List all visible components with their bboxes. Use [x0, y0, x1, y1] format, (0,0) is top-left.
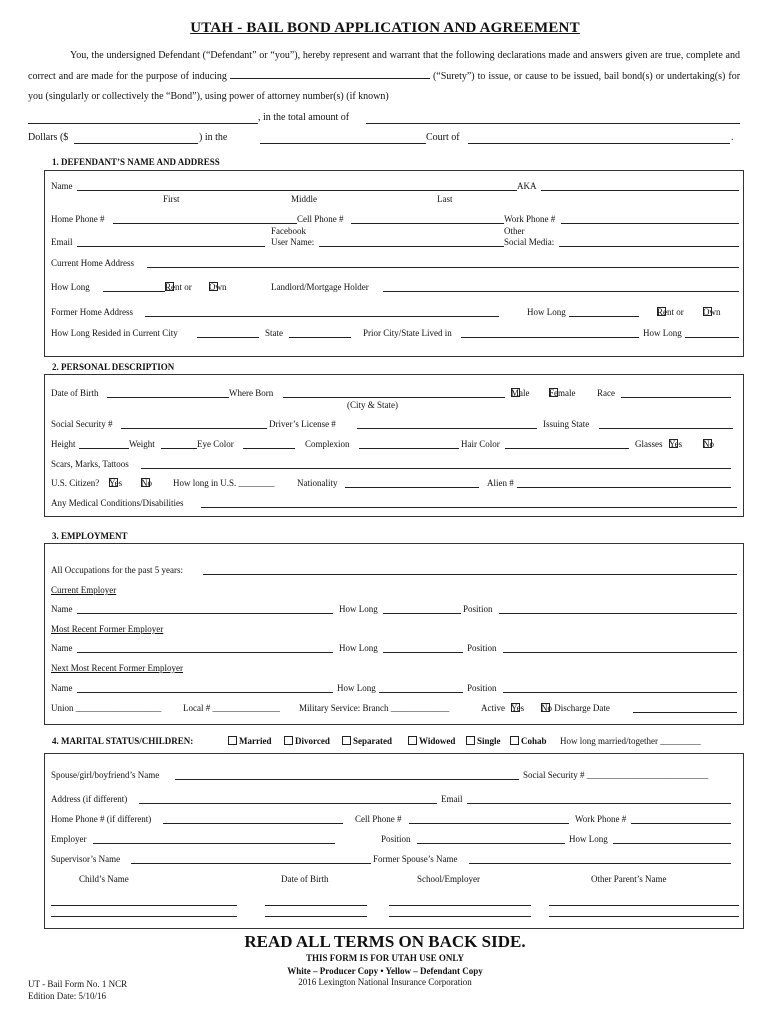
spouse-employer-field[interactable]: [93, 834, 335, 844]
height-field[interactable]: [79, 439, 129, 449]
union-row: [51, 703, 737, 717]
spouse-row: [51, 770, 737, 784]
current-address-row: [51, 258, 737, 272]
read-terms-notice: READ ALL TERMS ON BACK SIDE.: [244, 932, 526, 951]
intro-text-2: (“Surety”) to issue, or cause to be issued, bail bond(s) or undertaking(s) for you (singularly or collectively the “Bond”), using power of attorney number(s) (if known): [28, 70, 741, 102]
spouse-cell-phone-label: Cell Phone #: [355, 814, 402, 824]
discharge-date-field[interactable]: [633, 703, 737, 713]
ssn-field[interactable]: [121, 419, 267, 429]
state-field[interactable]: [289, 328, 351, 338]
race-field[interactable]: [621, 388, 731, 398]
form-title: UTAH - BAIL BOND APPLICATION AND AGREEMENT: [190, 20, 580, 36]
former-employer-how-long-label: How Long: [339, 643, 378, 653]
resided-row: [51, 328, 737, 342]
female-label: Female: [549, 388, 576, 398]
section-1-heading: 1. DEFENDANT’S NAME AND ADDRESS: [52, 157, 220, 167]
next-former-how-long-label: How Long: [337, 683, 376, 693]
section-2-box: [44, 374, 744, 517]
supervisor-field[interactable]: [131, 854, 371, 864]
spouse-position-label: Position: [381, 834, 411, 844]
next-former-heading-row: [51, 663, 737, 677]
how-long-field[interactable]: [103, 282, 165, 292]
landlord-field[interactable]: [383, 282, 739, 292]
child-name-header: Child’s Name: [79, 874, 129, 884]
former-how-long-label: How Long: [527, 307, 566, 317]
married-label: Married: [239, 736, 272, 746]
occupations-field[interactable]: [203, 565, 737, 575]
name-subrow: [51, 194, 737, 208]
prior-city-field[interactable]: [461, 328, 639, 338]
glasses-label: Glasses: [635, 439, 663, 449]
where-born-field[interactable]: [283, 388, 505, 398]
resided-field[interactable]: [197, 328, 259, 338]
own-label: Own: [209, 282, 227, 292]
child-name-field[interactable]: [51, 896, 237, 906]
next-former-name-field[interactable]: [77, 683, 333, 693]
edition-date: Edition Date: 5/10/16: [28, 991, 106, 1001]
how-long-label: How Long: [51, 282, 90, 292]
former-address-label: Former Home Address: [51, 307, 133, 317]
complexion-field[interactable]: [359, 439, 459, 449]
child-other-parent-header: Other Parent’s Name: [591, 874, 667, 884]
home-phone-label: Home Phone #: [51, 214, 105, 224]
city-state-label: (City & State): [347, 400, 398, 410]
intro-text-1: You, the undersigned Defendant (“Defendant” or “you”), hereby represent and warrant that the following declarations made and answers given are true, complete and correct and are made for the purpose of inducing: [28, 50, 740, 82]
cell-phone-label: Cell Phone #: [297, 214, 344, 224]
citizen-row: [51, 478, 737, 492]
current-employer-label: Current Employer: [51, 585, 117, 595]
former-employer-heading-row: [51, 624, 737, 638]
work-phone-label: Work Phone #: [504, 214, 556, 224]
city-state-subrow: [51, 400, 737, 414]
social-media-label: Social Media:: [504, 237, 555, 247]
former-spouse-field[interactable]: [469, 854, 731, 864]
middle-label: Middle: [291, 194, 317, 204]
supervisor-row: [51, 854, 737, 868]
prior-how-long-label: How Long: [643, 328, 682, 338]
spouse-position-field[interactable]: [417, 834, 565, 844]
landlord-label: Landlord/Mortgage Holder: [271, 282, 369, 292]
single-checkbox[interactable]: [466, 736, 475, 745]
section-4-box: [44, 753, 744, 929]
ssn-row: [51, 419, 737, 433]
user-name-label: User Name:: [271, 237, 315, 247]
complexion-label: Complexion: [305, 439, 350, 449]
section-3-heading: 3. EMPLOYMENT: [52, 531, 128, 541]
form-number: UT - Bail Form No. 1 NCR: [28, 979, 128, 989]
height-label: Height: [51, 439, 76, 449]
next-former-position-label: Position: [467, 683, 497, 693]
male-label: Male: [511, 388, 530, 398]
last-label: Last: [437, 194, 453, 204]
total-amount-field[interactable]: [366, 113, 740, 124]
medical-row: [51, 498, 737, 512]
widowed-checkbox[interactable]: [408, 736, 417, 745]
active-label: Active: [481, 703, 505, 713]
copyright: 2016 Lexington National Insurance Corporation: [298, 977, 472, 987]
former-employer-name-label: Name: [51, 643, 73, 653]
military-label: Military Service: Branch _____________: [299, 703, 450, 713]
spouse-ssn-label: Social Security # ___________________________: [523, 770, 709, 780]
current-employer-position-field[interactable]: [499, 604, 737, 614]
resided-label: How Long Resided in Current City: [51, 328, 178, 338]
former-employer-how-long-field[interactable]: [383, 643, 463, 653]
spouse-label: Spouse/girl/boyfriend’s Name: [51, 770, 160, 780]
section-4-title: 4. MARITAL STATUS/CHILDREN:: [52, 736, 194, 746]
section-4-heading: [52, 736, 752, 746]
spouse-work-phone-label: Work Phone #: [575, 814, 627, 824]
former-employer-label: Most Recent Former Employer: [51, 624, 164, 634]
first-label: First: [163, 194, 180, 204]
ssn-label: Social Security #: [51, 419, 113, 429]
spouse-address-label: Address (if different): [51, 794, 128, 804]
issuing-state-label: Issuing State: [543, 419, 590, 429]
how-long-married-label: How long married/together _________: [560, 736, 701, 746]
alien-label: Alien #: [487, 478, 514, 488]
current-employer-name-label: Name: [51, 604, 73, 614]
current-address-field[interactable]: [147, 258, 739, 268]
dollars-field[interactable]: [74, 133, 198, 144]
power-of-attorney-field[interactable]: [28, 113, 258, 124]
next-former-row: [51, 683, 737, 697]
eye-color-label: Eye Color: [197, 439, 234, 449]
current-employer-name-field[interactable]: [77, 604, 333, 614]
child-other-parent-field[interactable]: [549, 907, 739, 917]
aka-label: AKA: [517, 181, 537, 191]
dob-field[interactable]: [107, 388, 229, 398]
work-phone-field[interactable]: [561, 214, 739, 224]
section-2-heading: 2. PERSONAL DESCRIPTION: [52, 362, 175, 372]
dl-label: Driver’s License #: [269, 419, 336, 429]
intro-text-3: , in the total amount of: [258, 111, 350, 123]
dl-field[interactable]: [357, 419, 537, 429]
hair-color-field[interactable]: [505, 439, 629, 449]
where-born-label: Where Born: [229, 388, 274, 398]
scars-label: Scars, Marks, Tattoos: [51, 459, 129, 469]
state-label: State: [265, 328, 283, 338]
intro-text-7: .: [731, 131, 734, 143]
union-label: Union ___________________: [51, 703, 162, 713]
home-phone-field[interactable]: [113, 214, 297, 224]
intro-paragraph: [28, 46, 740, 148]
separated-checkbox[interactable]: [342, 736, 351, 745]
children-header-row: [51, 874, 737, 888]
divorced-checkbox[interactable]: [284, 736, 293, 745]
eye-color-field[interactable]: [243, 439, 295, 449]
occupations-row: [51, 565, 737, 579]
former-own-label: Own: [703, 307, 721, 317]
court-name-field[interactable]: [260, 133, 426, 144]
former-address-row: [51, 307, 737, 321]
active-yes-label: Yes: [511, 703, 525, 713]
medical-label: Any Medical Conditions/Disabilities: [51, 498, 184, 508]
spouse-email-field[interactable]: [467, 794, 731, 804]
user-name-field[interactable]: [319, 237, 504, 247]
former-spouse-label: Former Spouse’s Name: [373, 854, 458, 864]
spouse-phone-row: [51, 814, 737, 828]
cell-phone-field[interactable]: [351, 214, 504, 224]
weight-field[interactable]: [161, 439, 197, 449]
spouse-home-phone-label: Home Phone # (if different): [51, 814, 152, 824]
cohab-label: Cohab: [521, 736, 547, 746]
former-how-long-field[interactable]: [569, 307, 639, 317]
child-dob-field[interactable]: [265, 896, 367, 906]
citizen-no-label: No: [141, 478, 152, 488]
aka-field[interactable]: [541, 181, 739, 191]
court-of-field[interactable]: [468, 133, 730, 144]
spouse-field[interactable]: [175, 770, 519, 780]
prior-how-long-field[interactable]: [685, 328, 739, 338]
former-address-field[interactable]: [145, 307, 499, 317]
copy-distribution: White – Producer Copy • Yellow – Defendant Copy: [287, 966, 483, 976]
glasses-yes-label: Yes: [669, 439, 683, 449]
name-row: [51, 181, 737, 195]
child-dob-header: Date of Birth: [281, 874, 329, 884]
separated-label: Separated: [353, 736, 392, 746]
child-other-parent-field[interactable]: [549, 896, 739, 906]
next-former-name-label: Name: [51, 683, 73, 693]
citizen-label: U.S. Citizen?: [51, 478, 100, 488]
section-1-box: [44, 170, 744, 357]
single-label: Single: [477, 736, 501, 746]
former-rent-label: Rent or: [657, 307, 684, 317]
cohab-checkbox[interactable]: [510, 736, 519, 745]
rent-label: Rent or: [165, 282, 192, 292]
intro-text-4: Dollars ($: [28, 131, 69, 143]
occupations-label: All Occupations for the past 5 years:: [51, 565, 183, 575]
current-employer-row: [51, 604, 737, 618]
spouse-how-long-label: How Long: [569, 834, 608, 844]
email-label: Email: [51, 237, 73, 247]
medical-field[interactable]: [201, 498, 737, 508]
child-school-header: School/Employer: [417, 874, 480, 884]
supervisor-label: Supervisor’s Name: [51, 854, 121, 864]
divorced-label: Divorced: [295, 736, 330, 746]
spouse-email-label: Email: [441, 794, 463, 804]
email-row: [51, 237, 737, 251]
former-employer-position-field[interactable]: [503, 643, 737, 653]
dob-label: Date of Birth: [51, 388, 99, 398]
surety-field[interactable]: [230, 68, 430, 79]
race-label: Race: [597, 388, 615, 398]
spouse-employer-row: [51, 834, 737, 848]
child-school-field[interactable]: [389, 907, 531, 917]
no-discharge-label: No Discharge Date: [541, 703, 610, 713]
child-row-2: [51, 907, 737, 921]
spouse-address-field[interactable]: [139, 794, 437, 804]
next-former-employer-label: Next Most Recent Former Employer: [51, 663, 183, 673]
child-school-field[interactable]: [389, 896, 531, 906]
prior-city-label: Prior City/State Lived in: [363, 328, 452, 338]
nationality-label: Nationality: [297, 478, 338, 488]
hair-color-label: Hair Color: [461, 439, 500, 449]
local-label: Local # _______________: [183, 703, 280, 713]
scars-field[interactable]: [141, 459, 731, 469]
spouse-how-long-field[interactable]: [613, 834, 731, 844]
spouse-home-phone-field[interactable]: [163, 814, 343, 824]
intro-text-5: ) in the: [199, 131, 228, 143]
former-employer-row: [51, 643, 737, 657]
utah-use-only: THIS FORM IS FOR UTAH USE ONLY: [305, 953, 465, 963]
current-employer-position-label: Position: [463, 604, 493, 614]
name-field[interactable]: [77, 181, 517, 191]
weight-label: Weight: [129, 439, 155, 449]
current-employer-how-long-field[interactable]: [383, 604, 461, 614]
glasses-no-label: No: [703, 439, 714, 449]
section-3-box: [44, 543, 744, 725]
child-dob-field[interactable]: [265, 907, 367, 917]
name-label: Name: [51, 181, 73, 191]
current-employer-how-long-label: How Long: [339, 604, 378, 614]
current-address-label: Current Home Address: [51, 258, 134, 268]
nationality-field[interactable]: [345, 478, 479, 488]
social-media-field[interactable]: [559, 237, 739, 247]
next-former-how-long-field[interactable]: [379, 683, 463, 693]
widowed-label: Widowed: [419, 736, 456, 746]
married-checkbox[interactable]: [228, 736, 237, 745]
intro-text-6: Court of: [426, 131, 460, 143]
former-employer-name-field[interactable]: [77, 643, 333, 653]
how-long-row: [51, 282, 737, 296]
issuing-state-field[interactable]: [599, 419, 733, 429]
current-employer-heading-row: [51, 585, 737, 599]
next-former-position-field[interactable]: [503, 683, 737, 693]
spouse-address-row: [51, 794, 737, 808]
citizen-yes-label: Yes: [109, 478, 123, 488]
spouse-employer-label: Employer: [51, 834, 87, 844]
scars-row: [51, 459, 737, 473]
spouse-cell-phone-field[interactable]: [409, 814, 569, 824]
height-row: [51, 439, 737, 453]
facebook-label: Facebook: [271, 226, 306, 236]
former-employer-position-label: Position: [467, 643, 497, 653]
child-name-field[interactable]: [51, 907, 237, 917]
other-label: Other: [504, 226, 525, 236]
spouse-work-phone-field[interactable]: [631, 814, 731, 824]
how-long-us-label: How long in U.S. ________: [173, 478, 275, 488]
email-field[interactable]: [77, 237, 265, 247]
alien-field[interactable]: [517, 478, 731, 488]
